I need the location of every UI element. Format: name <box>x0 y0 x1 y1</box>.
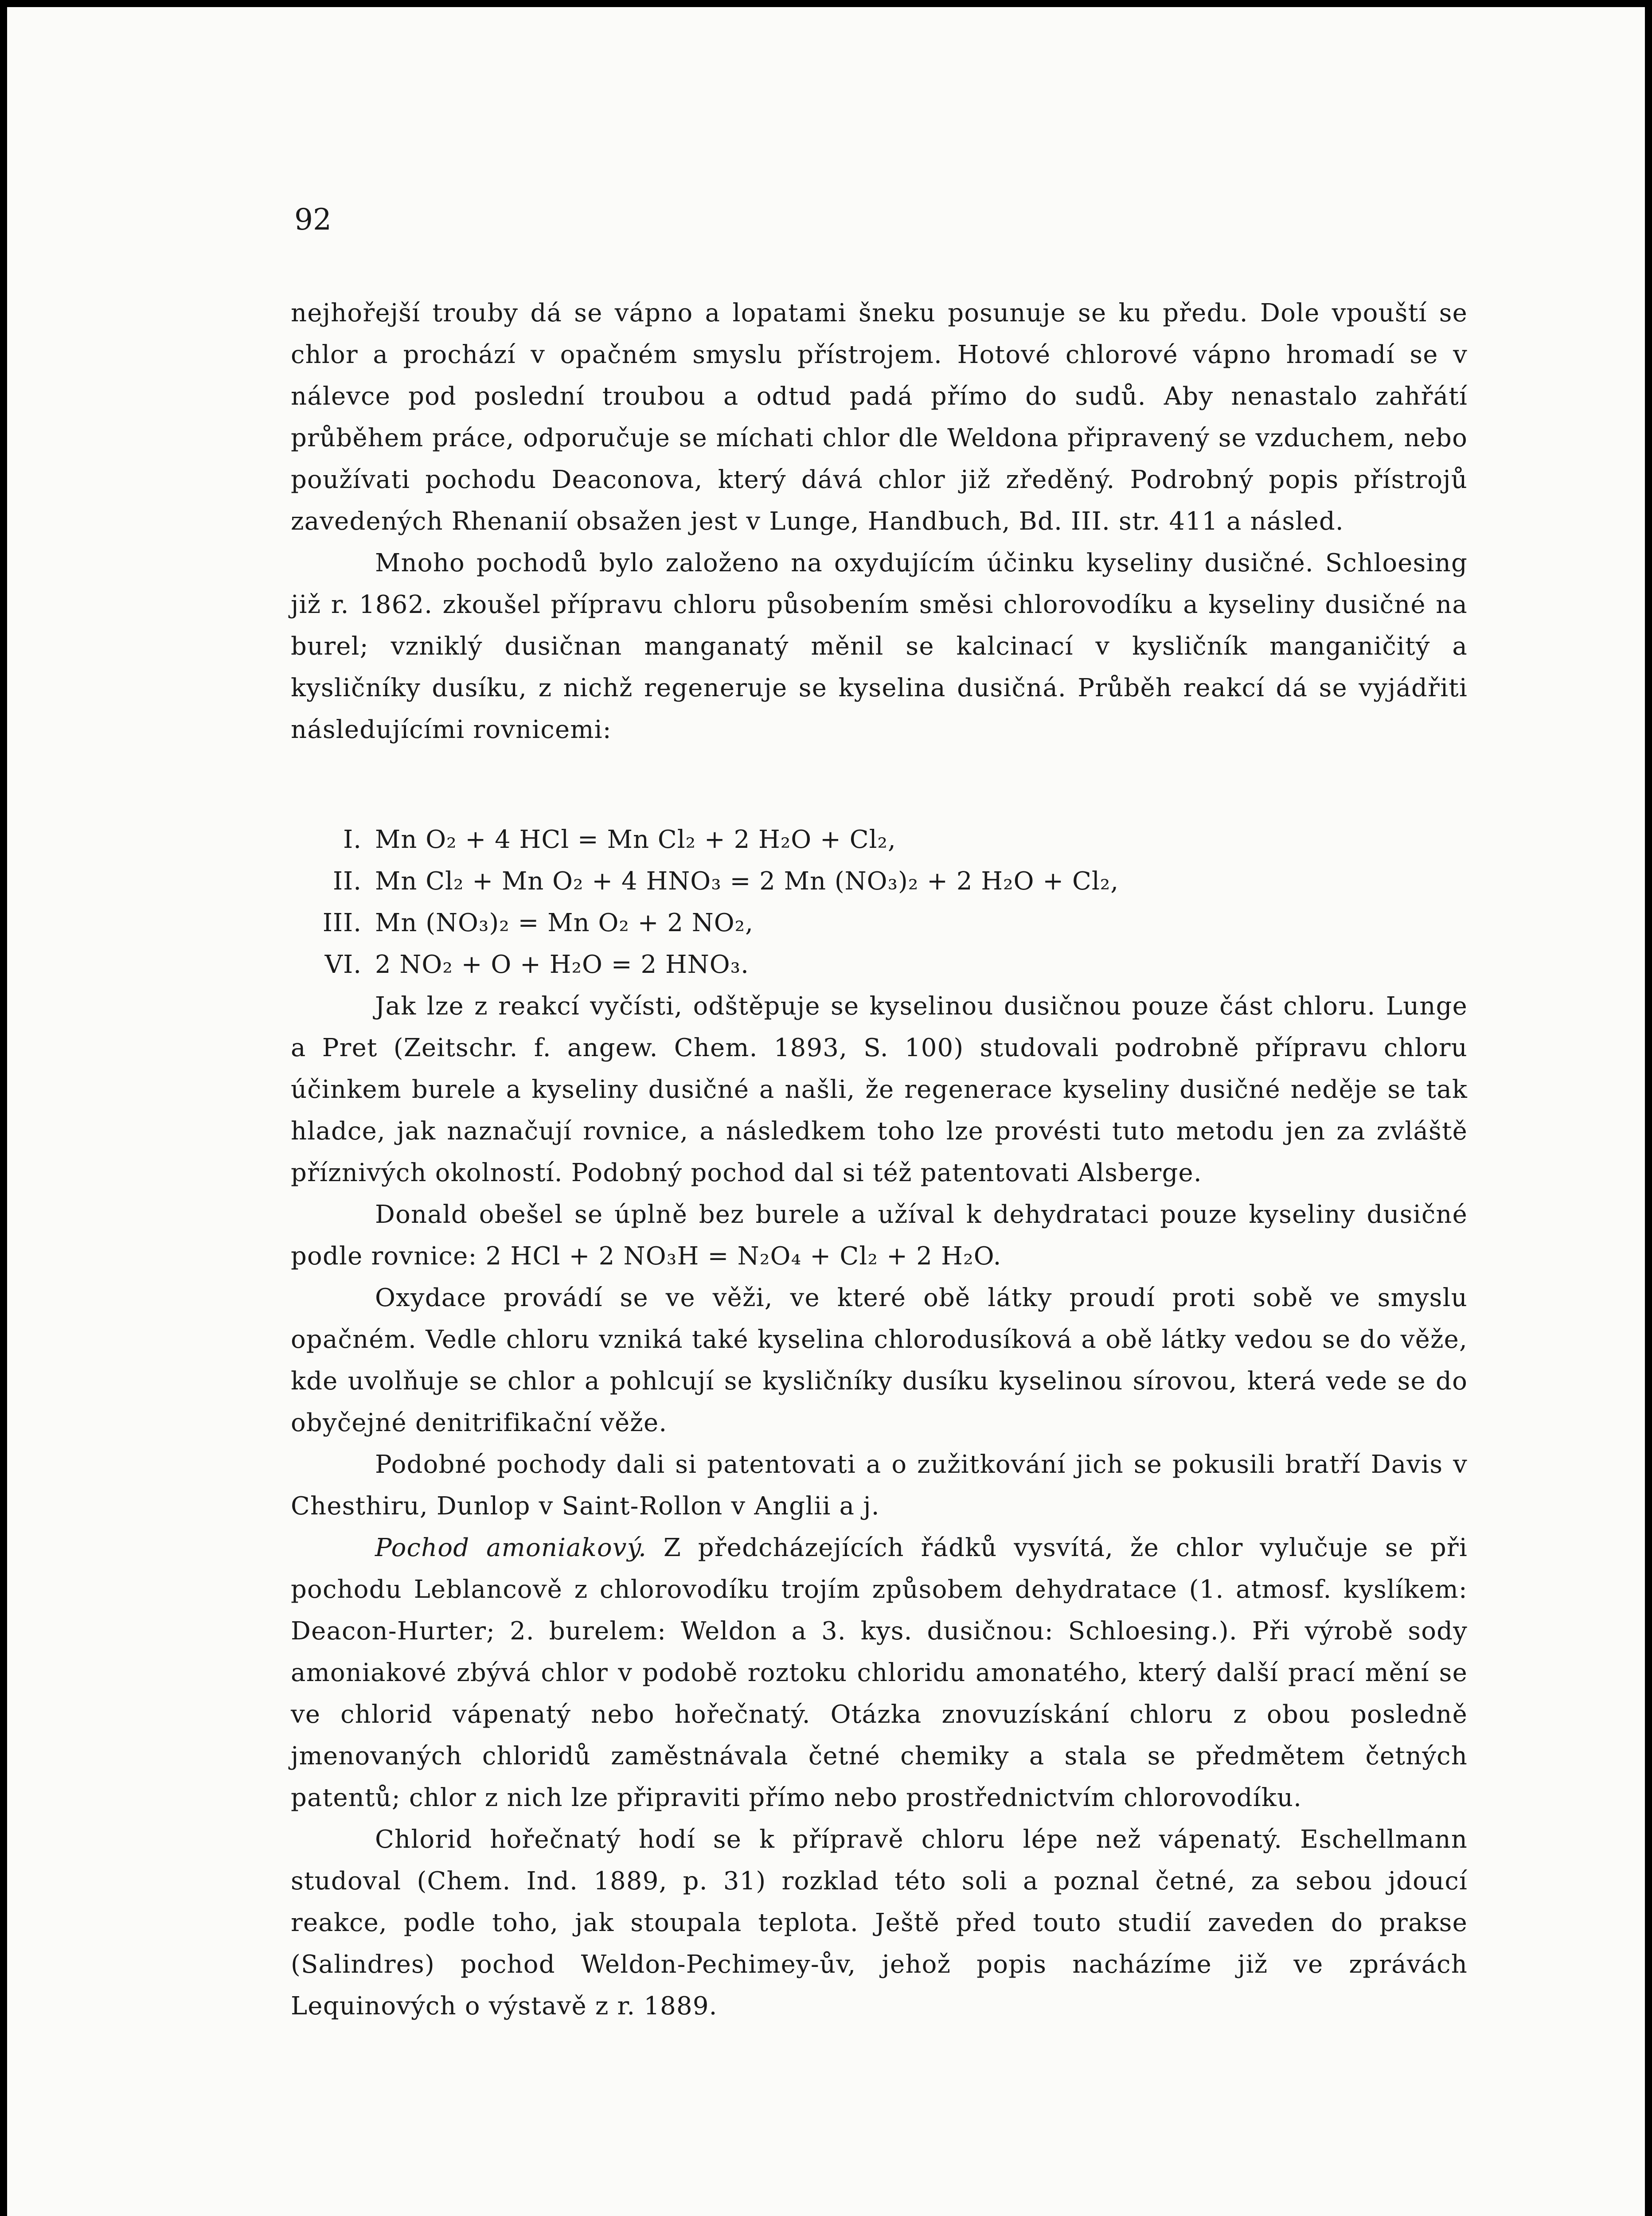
paragraph-p8: Chlorid hořečnatý hodí se k přípravě chloru lépe než vápenatý. Eschellmann studoval (Chem. Ind. 1889, p. 31) rozklad této soli a poznal četné, za sebou jdoucí reakce, podle toho, jak stoupala teplota. Ještě před touto studií zaveden do prakse (Salindres) pochod Weldon-Pechimey-ův, jehož popis nacházíme již ve zprávách Lequinových o výstavě z r. 1889. <box>291 1825 1468 2021</box>
paragraph-p2: Mnoho pochodů bylo založeno na oxydujícím účinku kyseliny dusičné. Schloesing již r. 1862. zkoušel přípravu chloru působením směsi chlorovodíku a kyseliny dusičné na burel; vzniklý dusičnan manganatý měnil se kalcinací v kysličník manganičitý a kysličníky dusíku, z nichž regeneruje se kyselina dusičná. Průběh reakcí dá se vyjádřiti následujícími rovnicemi: <box>291 549 1468 744</box>
paragraph-p7 <box>291 1527 1468 1819</box>
equation-number: VI. <box>324 950 362 979</box>
text-block-bottom <box>291 986 1468 2027</box>
equation-line: II. Mn Cl₂ + Mn O₂ + 4 HNO₃ = 2 Mn (NO₃)₂ + 2 H₂O + Cl₂, <box>291 861 1468 902</box>
paragraph-p7-text: Z předcházejících řádků vysvítá, že chlor vylučuje se při pochodu Leblancově z chlorovodíku trojím způsobem dehydratace (1. atmosf. kyslíkem: Deacon-Hurter; 2. burelem: Weldon a 3. kys. dusičnou: Schloesing.). Při výrobě sody amoniakové zbývá chlor v podobě roztoku chloridu amonatého, který další prací mění se ve chlorid vápenatý nebo hořečnatý. Otázka znovuzískání chloru z obou posledně jmenovaných chloridů zaměstnávala četné chemiky a stala se předmětem četných patentů; chlor z nich lze připraviti přímo nebo prostřednictvím chlorovodíku. <box>291 1533 1468 1812</box>
equation-rhs: Mn O₂ + 2 NO₂, <box>547 909 754 937</box>
section-heading-italic: Pochod amoniakový. <box>375 1533 647 1562</box>
page-number: 92 <box>294 203 332 237</box>
equation-lhs: Mn Cl₂ + Mn O₂ + 4 HNO₃ <box>375 867 722 896</box>
equation-line: III. Mn (NO₃)₂ = Mn O₂ + 2 NO₂, <box>291 902 1468 944</box>
paper-sheet <box>7 7 1645 2216</box>
equation-line: VI. 2 NO₂ + O + H₂O = 2 HNO₃. <box>291 944 1468 986</box>
text-block-top <box>291 293 1468 751</box>
equation-number: III. <box>322 909 362 937</box>
paragraph-p4: Donald obešel se úplně bez burele a užíval k dehydrataci pouze kyseliny dusičné podle rovnice: 2 HCl + 2 NO₃H = N₂O₄ + Cl₂ + 2 H₂O. <box>291 1200 1468 1271</box>
equation-rhs: 2 HNO₃. <box>640 950 749 979</box>
equation-lhs: Mn O₂ + 4 HCl <box>375 825 570 854</box>
equation-number: I. <box>343 825 362 854</box>
equation-line: I. Mn O₂ + 4 HCl = Mn Cl₂ + 2 H₂O + Cl₂, <box>291 819 1468 861</box>
equation-number: II. <box>332 867 362 896</box>
equation-rhs: 2 Mn (NO₃)₂ + 2 H₂O + Cl₂, <box>759 867 1119 896</box>
paragraph-p3: Jak lze z reakcí vyčísti, odštěpuje se kyselinou dusičnou pouze část chloru. Lunge a Pret (Zeitschr. f. angew. Chem. 1893, S. 100) studovali podrobně přípravu chloru účinkem burele a kyseliny dusičné a našli, že regenerace kyseliny dusičné neděje se tak hladce, jak naznačují rovnice, a následkem toho lze provésti tuto metodu jen za zvláště příznivých okolností. Podobný pochod dal si též patentovati Alsberge. <box>291 992 1468 1187</box>
paragraph-p5: Oxydace provádí se ve věži, ve které obě látky proudí proti sobě ve smyslu opačném. Vedle chloru vzniká také kyselina chlorodusíková a obě látky vedou se do věže, kde uvolňuje se chlor a pohlcují se kysličníky dusíku kyselinou sírovou, která vede se do obyčejné denitrifikační věže. <box>291 1284 1468 1437</box>
paragraph-p1: nejhořejší trouby dá se vápno a lopatami šneku posunuje se ku předu. Dole vpouští se chlor a prochází v opačném smyslu přístrojem. Hotové chlorové vápno hromadí se v nálevce pod poslední troubou a odtud padá přímo do sudů. Aby nenastalo zahřátí průběhem práce, odporučuje se míchati chlor dle Weldona připravený se vzduchem, nebo používati pochodu Deaconova, který dává chlor již zředěný. Podrobný popis přístrojů zavedených Rhenanií obsažen jest v Lunge, Handbuch, Bd. III. str. 411 a násled. <box>291 299 1468 536</box>
paragraph-p6: Podobné pochody dali si patentovati a o zužitkování jich se pokusili bratří Davis v Chesthiru, Dunlop v Saint-Rollon v Anglii a j. <box>291 1450 1468 1521</box>
equation-rhs: Mn Cl₂ + 2 H₂O + Cl₂, <box>607 825 896 854</box>
equation-lhs: 2 NO₂ + O + H₂O <box>375 950 603 979</box>
equation-block <box>291 819 1468 986</box>
equation-lhs: Mn (NO₃)₂ <box>375 909 510 937</box>
